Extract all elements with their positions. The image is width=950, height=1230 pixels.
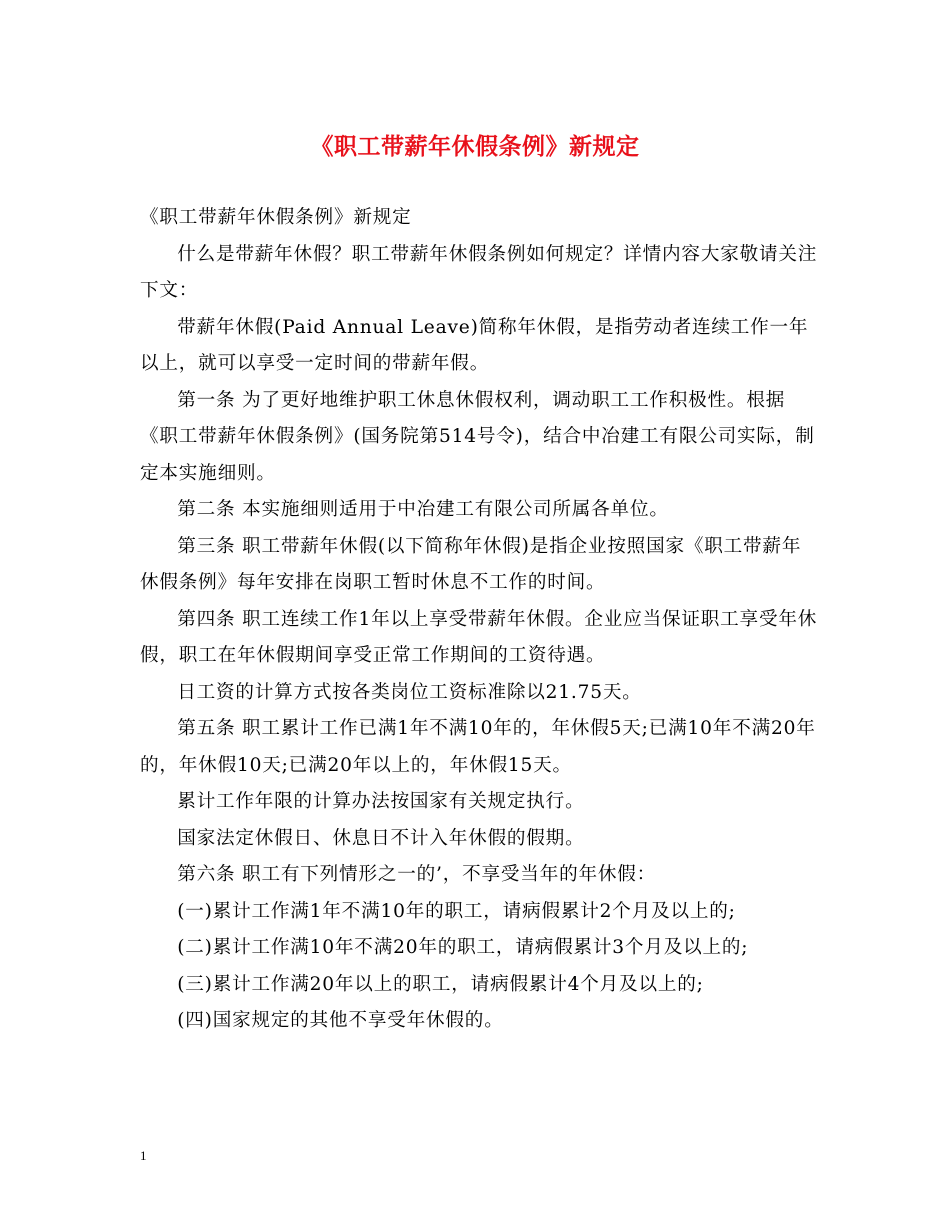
paragraph: 什么是带薪年休假？职工带薪年休假条例如何规定？详情内容大家敬请关注下文： xyxy=(140,243,818,301)
paragraph: (一)累计工作满1年不满10年的职工，请病假累计2个月及以上的; xyxy=(177,900,736,922)
paragraph: (三)累计工作满20年以上的职工，请病假累计4个月及以上的; xyxy=(177,973,704,995)
paragraph: 国家法定休假日、休息日不计入年休假的假期。 xyxy=(177,827,585,849)
document-body xyxy=(140,200,820,1040)
paragraph: 第六条 职工有下列情形之一的’，不享受当年的年休假： xyxy=(177,864,657,885)
paragraph: 《职工带薪年休假条例》新规定 xyxy=(140,207,412,228)
paragraph: 日工资的计算方式按各类岗位工资标准除以21.75天。 xyxy=(177,681,642,703)
paragraph: 第四条 职工连续工作1年以上享受带薪年休假。企业应当保证职工享受年休假，职工在年休假期间享受正常工作期间的工资待遇。 xyxy=(140,608,818,666)
paragraph: (二)累计工作满10年不满20年的职工，请病假累计3个月及以上的; xyxy=(177,937,749,958)
paragraph: 带薪年休假(Paid Annual Leave)简称年休假，是指劳动者连续工作一年以上，就可以享受一定时间的带薪年假。 xyxy=(140,316,809,374)
paragraph: 累计工作年限的计算办法按国家有关规定执行。 xyxy=(177,791,585,812)
paragraph: 第五条 职工累计工作已满1年不满10年的，年休假5天;已满10年不满20年的，年休假10天;已满20年以上的，年休假15天。 xyxy=(140,718,816,776)
paragraph: 第三条 职工带薪年休假(以下简称年休假)是指企业按照国家《职工带薪年休假条例》每年安排在岗职工暂时休息不工作的时间。 xyxy=(140,535,802,593)
paragraph: (四)国家规定的其他不享受年休假的。 xyxy=(177,1010,504,1031)
page-number: 1 xyxy=(140,1148,147,1163)
paragraph: 第一条 为了更好地维护职工休息休假权利，调动职工工作积极性。根据《职工带薪年休假条例》(国务院第514号令)，结合中冶建工有限公司实际，制定本实施细则。 xyxy=(140,389,815,484)
page-title: 《职工带薪年休假条例》新规定 xyxy=(310,133,640,160)
paragraph: 第二条 本实施细则适用于中冶建工有限公司所属各单位。 xyxy=(177,499,669,520)
